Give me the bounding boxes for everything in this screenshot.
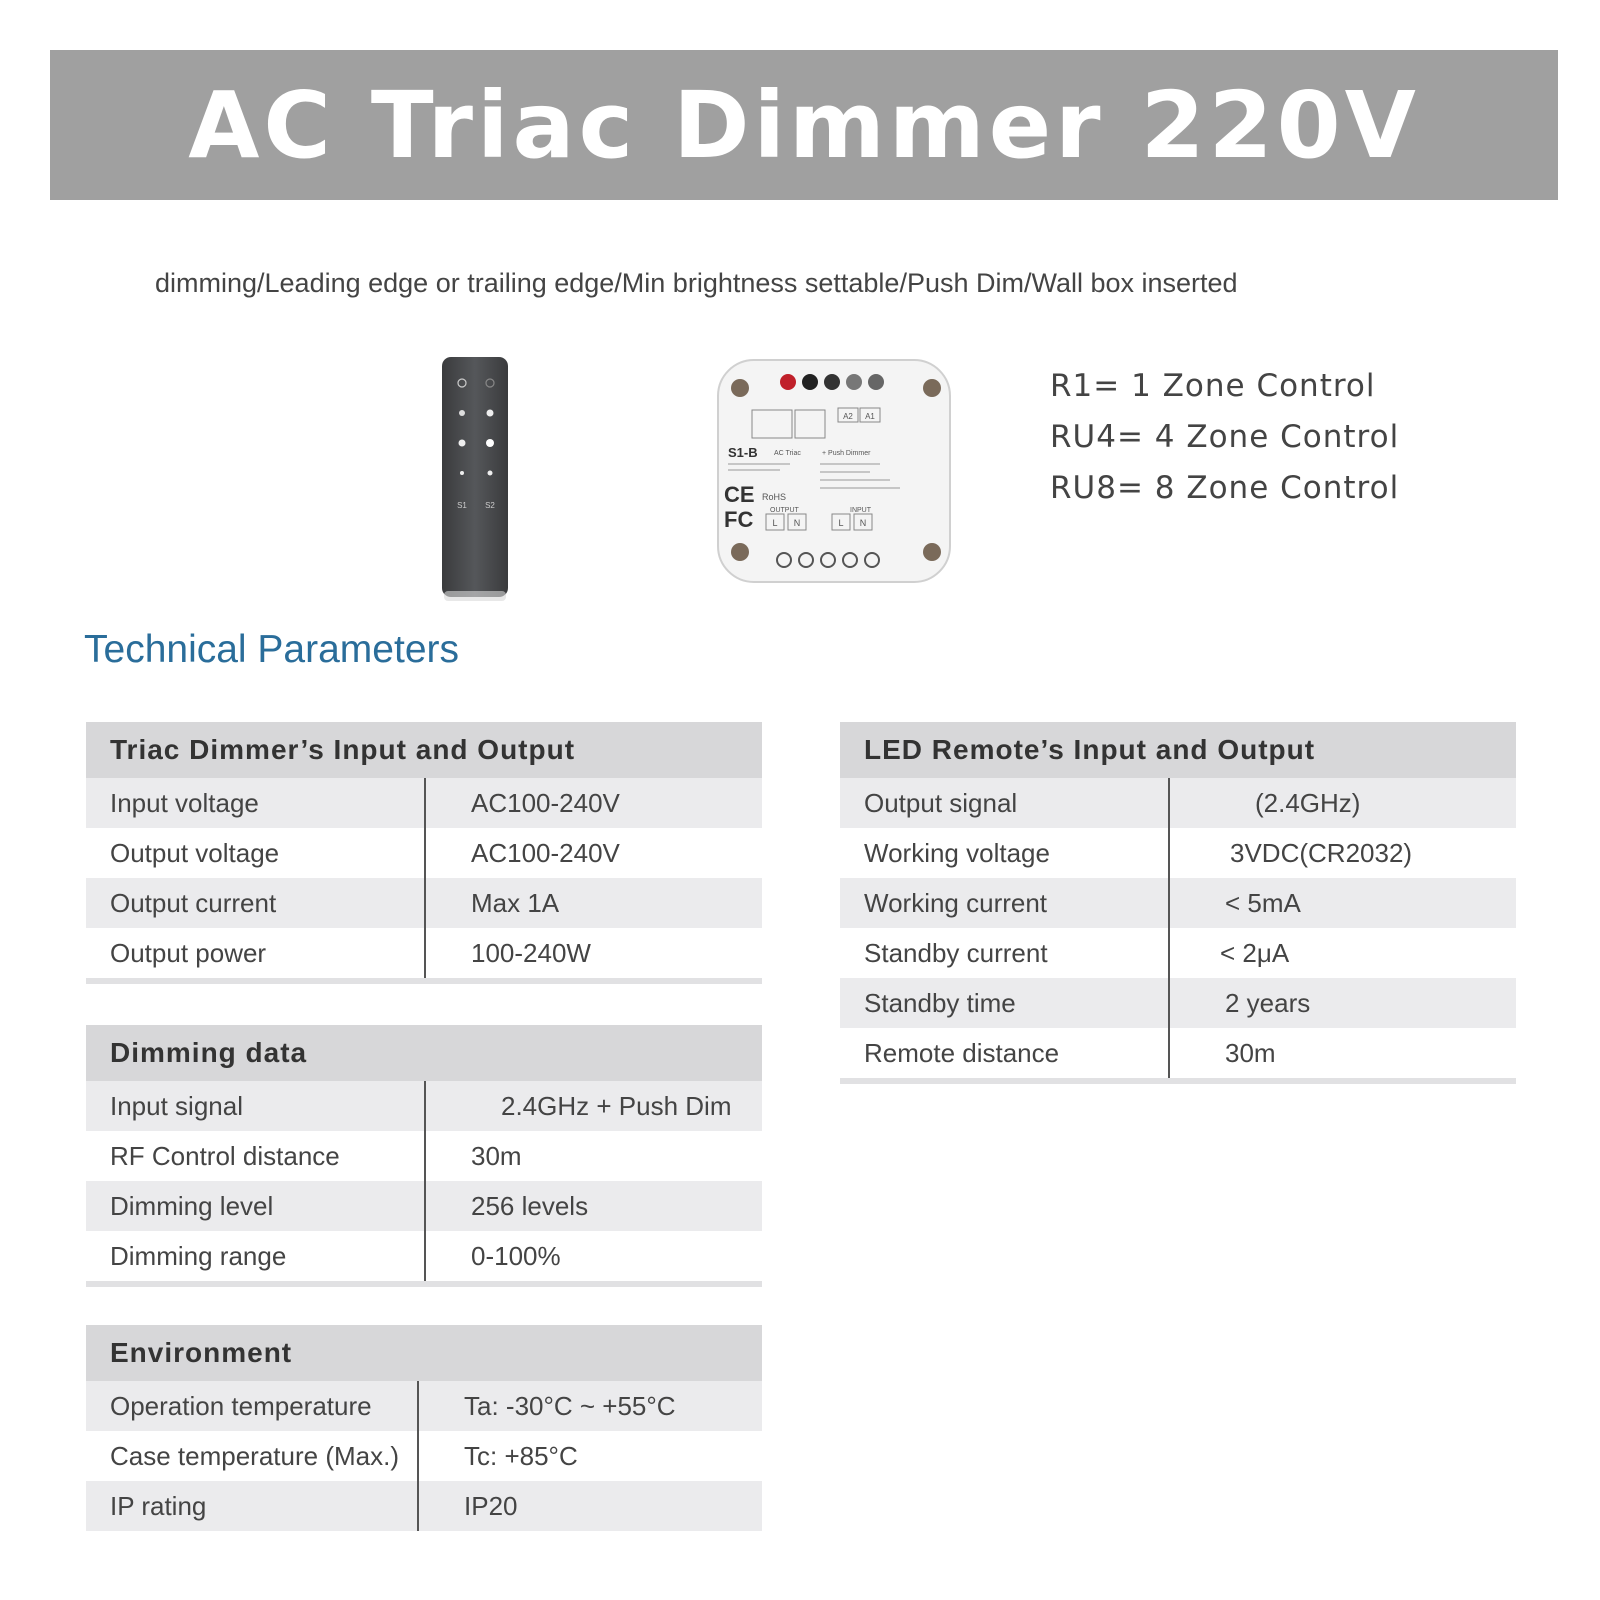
a2-label: A2	[843, 412, 853, 421]
model-label: S1-B	[728, 445, 758, 460]
input-label: INPUT	[850, 507, 871, 514]
table-row: Output power 100-240W	[86, 928, 762, 978]
table-row: IP rating IP20	[86, 1481, 762, 1531]
remote-label-s2: S2	[485, 501, 495, 510]
table-row: Input voltage AC100-240V	[86, 778, 762, 828]
dimming-data-table	[86, 1025, 762, 1287]
svg-text:L: L	[838, 518, 844, 528]
table-row: Working voltage 3VDC(CR2032)	[840, 828, 1516, 878]
rohs-label: RoHS	[762, 492, 787, 502]
led-remote-io-table	[840, 722, 1516, 1084]
table-row: Output signal (2.4GHz)	[840, 778, 1516, 828]
table-row: Working current < 5mA	[840, 878, 1516, 928]
zone-ru4: RU4= 4 Zone Control	[1050, 419, 1400, 455]
zone-control-list	[1050, 368, 1399, 521]
table-divider	[86, 1281, 762, 1287]
title-banner	[50, 50, 1558, 200]
remote-control-image	[440, 355, 510, 605]
table-divider	[840, 1078, 1516, 1084]
svg-text:CE: CE	[724, 482, 755, 507]
table-row: Standby time 2 years	[840, 978, 1516, 1028]
zone-r1: R1= 1 Zone Control	[1050, 368, 1376, 404]
table-divider	[86, 978, 762, 984]
technical-parameters-heading: Technical Parameters	[84, 628, 459, 671]
output-label: OUTPUT	[770, 507, 799, 514]
svg-text:N: N	[793, 518, 801, 528]
feature-list: dimming/Leading edge or trailing edge/Min brightness settable/Push Dim/Wall box inserted	[155, 268, 1238, 298]
table-row: Case temperature (Max.) Tc: +85°C	[86, 1431, 762, 1481]
table-row: Output current Max 1A	[86, 878, 762, 928]
table-row: Operation temperature Ta: -30°C ~ +55°C	[86, 1381, 762, 1431]
dimmer-module-image	[710, 352, 960, 592]
remote-label-s1: S1	[457, 501, 467, 510]
table-row: Dimming level 256 levels	[86, 1181, 762, 1231]
table-row: Output voltage AC100-240V	[86, 828, 762, 878]
push-label: + Push Dimmer	[822, 450, 871, 457]
table-heading: Triac Dimmer’s Input and Output	[86, 722, 762, 778]
svg-text:FC: FC	[724, 507, 754, 532]
svg-text:N: N	[859, 518, 867, 528]
table-row: Dimming range 0-100%	[86, 1231, 762, 1281]
table-row: Standby current < 2μA	[840, 928, 1516, 978]
a1-label: A1	[865, 412, 875, 421]
table-row: Remote distance 30m	[840, 1028, 1516, 1078]
svg-text:L: L	[772, 518, 778, 528]
zone-ru8: RU8= 8 Zone Control	[1050, 470, 1400, 506]
environment-table	[86, 1325, 762, 1531]
page-title: AC Triac Dimmer 220V	[188, 71, 1420, 179]
table-heading: Environment	[86, 1325, 762, 1381]
table-row: Input signal 2.4GHz + Push Dim	[86, 1081, 762, 1131]
table-heading: LED Remote’s Input and Output	[840, 722, 1516, 778]
table-row: RF Control distance 30m	[86, 1131, 762, 1181]
triac-io-table	[86, 722, 762, 984]
type-label: AC Triac	[774, 450, 801, 457]
table-heading: Dimming data	[86, 1025, 762, 1081]
